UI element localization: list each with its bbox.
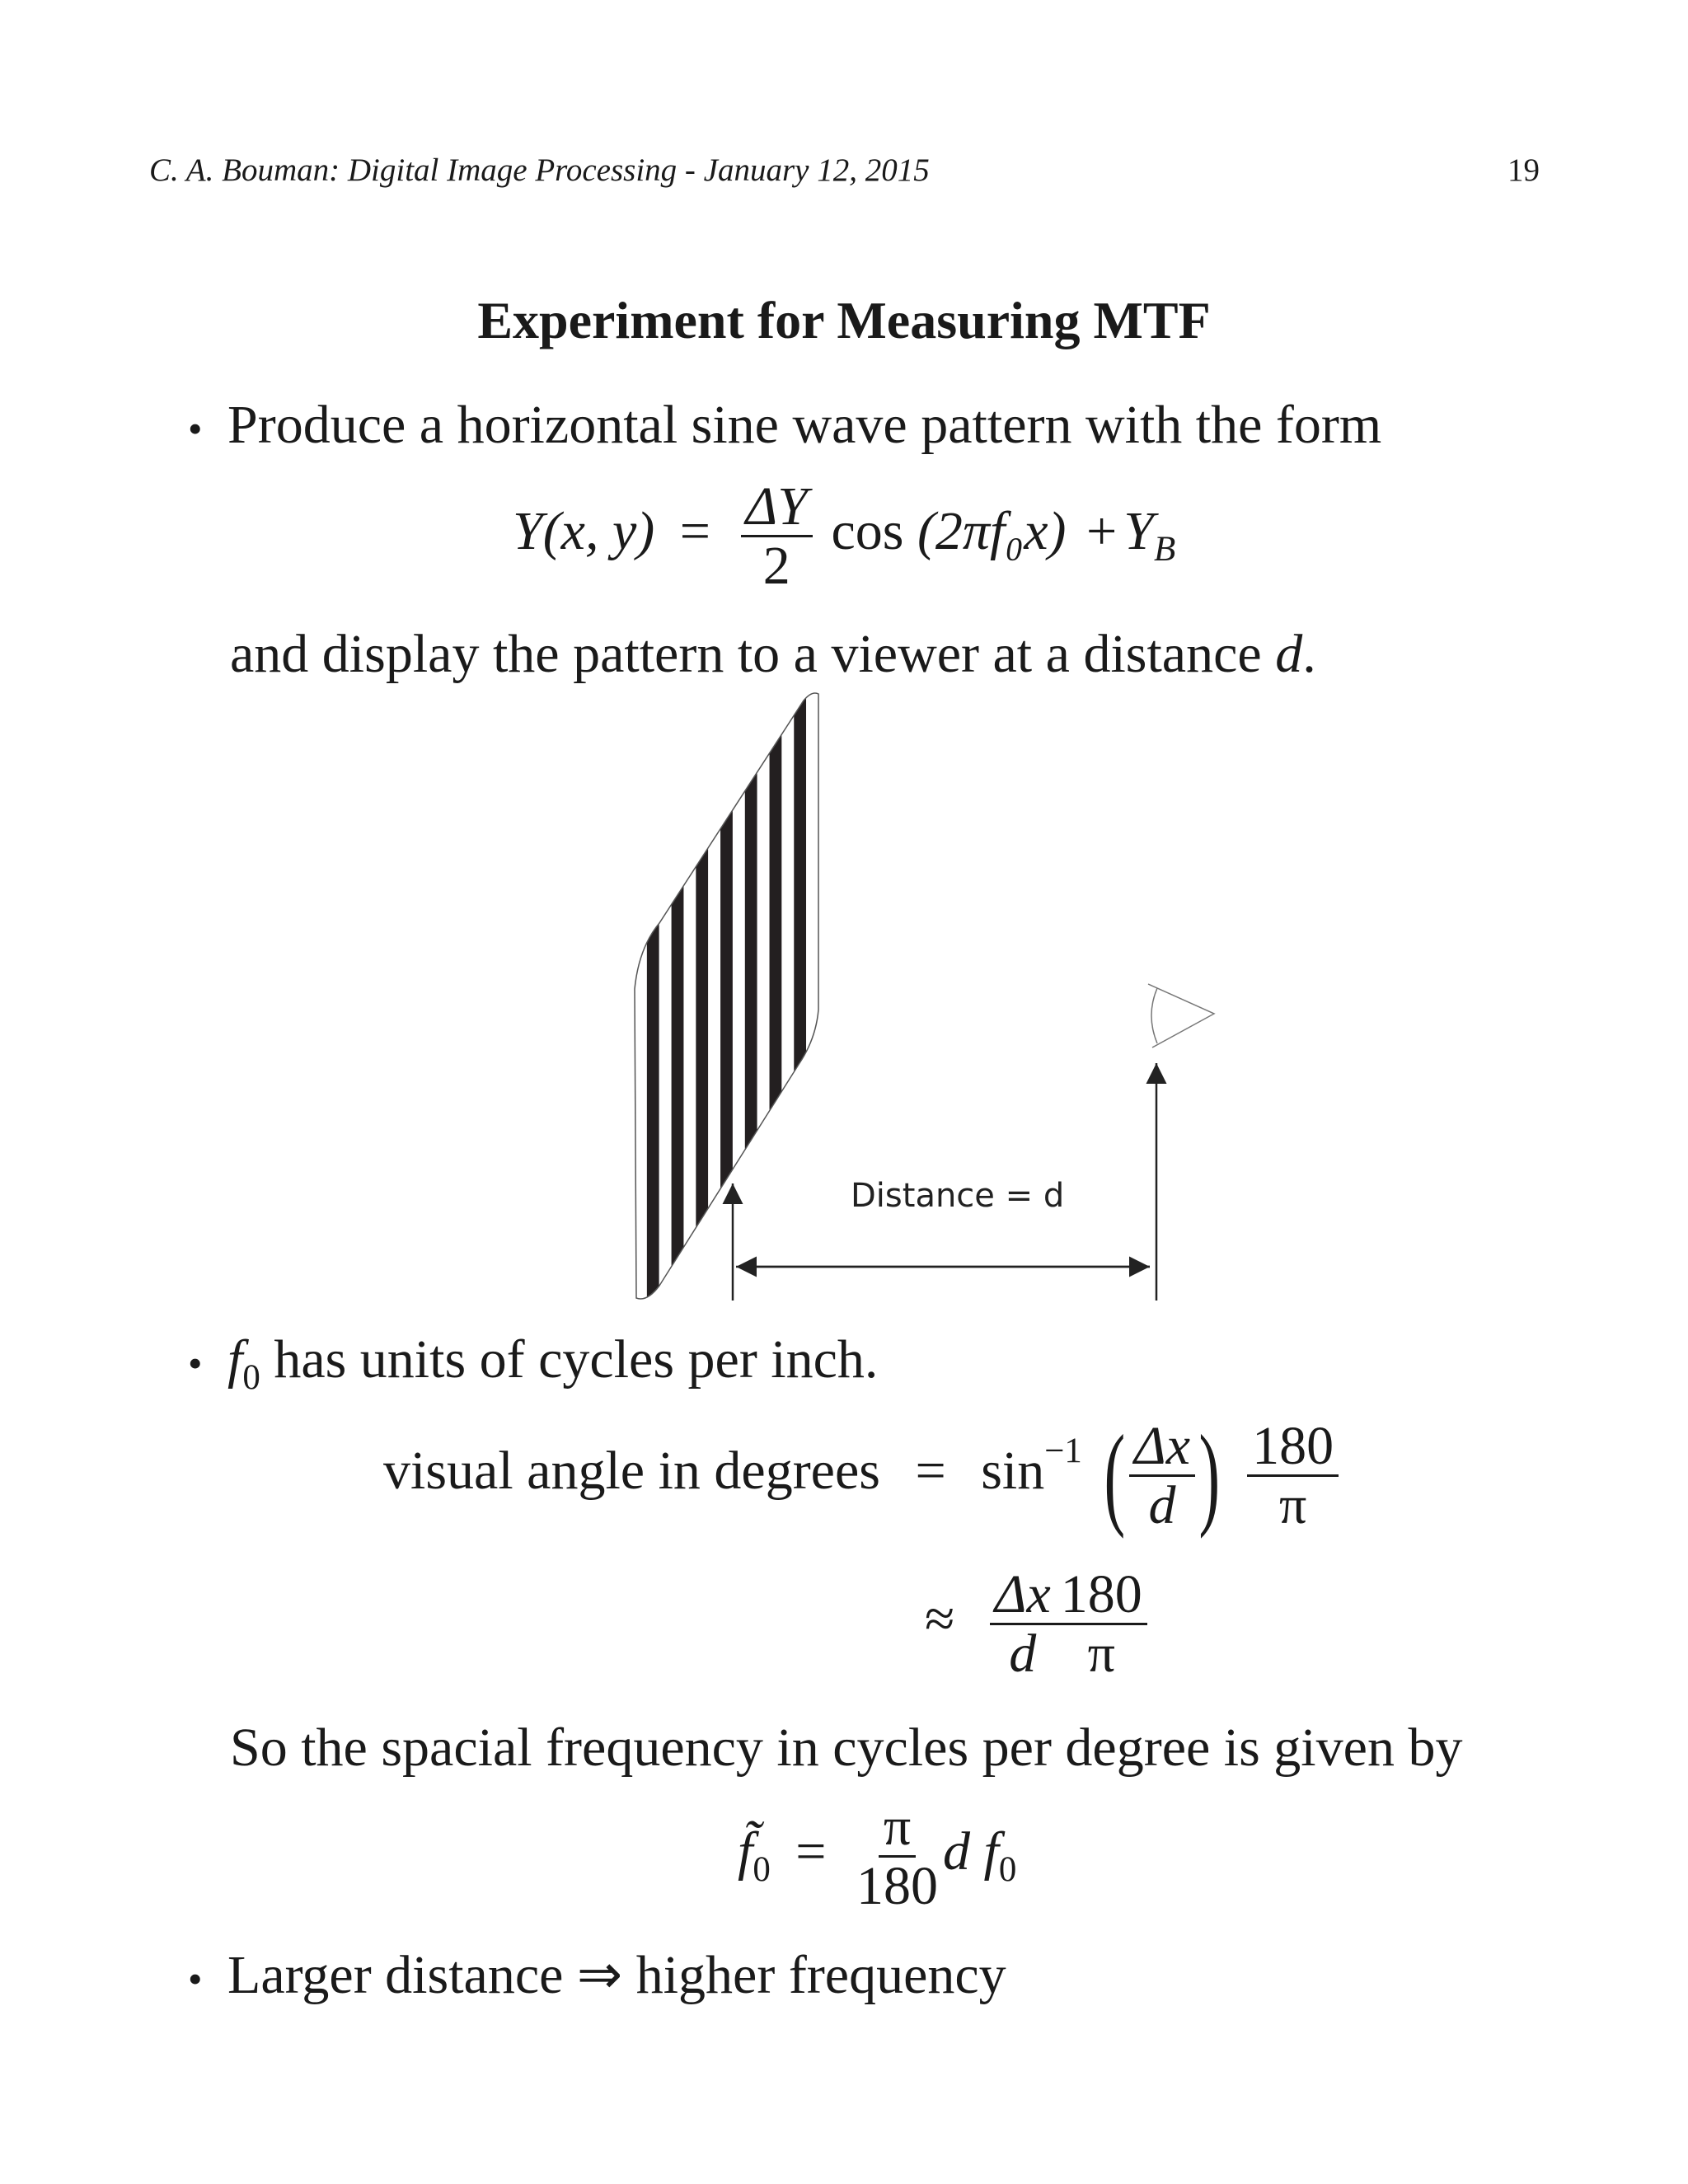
eq1-denominator: 2 bbox=[762, 536, 790, 597]
grating-stripe bbox=[757, 684, 770, 1310]
f0-sub: 0 bbox=[242, 1358, 260, 1398]
eye-icon bbox=[1148, 984, 1214, 1047]
eq2-inner-num: Δx bbox=[1129, 1418, 1195, 1477]
eq3-d: d bbox=[943, 1821, 971, 1882]
eq3-fraction bbox=[851, 1798, 943, 1915]
grating-stripe bbox=[659, 684, 672, 1310]
eq3-num: π bbox=[879, 1798, 916, 1858]
sine-grating-panel bbox=[635, 684, 818, 1310]
grating-stripe bbox=[781, 684, 794, 1310]
eq3-lhs: f̃ bbox=[738, 1821, 753, 1882]
grating-stripe bbox=[733, 684, 745, 1310]
approx-den-1: d bbox=[1009, 1624, 1037, 1685]
bullet-2 bbox=[188, 1329, 878, 1398]
grating-stripe bbox=[696, 684, 708, 1310]
f0-symbol: f bbox=[227, 1329, 243, 1390]
after-eq1-var: d bbox=[1275, 624, 1303, 684]
after-eq1-body: and display the pattern to a viewer at a distance bbox=[230, 624, 1262, 684]
eq1-arg: (2πf₀x) bbox=[917, 500, 1067, 561]
distance-label: Distance = d bbox=[851, 1177, 1065, 1215]
after-eq1-period: . bbox=[1302, 624, 1316, 684]
approx-frac-1 bbox=[990, 1566, 1056, 1683]
approx-num-1: Δx bbox=[990, 1566, 1056, 1625]
bullet-dot: • bbox=[188, 405, 203, 452]
bullet-1-text: Produce a horizontal sine wave pattern with the form bbox=[227, 395, 1382, 455]
grating-stripe bbox=[720, 684, 733, 1310]
eq1-numerator: ΔY bbox=[741, 478, 813, 537]
eq1-lhs: Y(x, y) bbox=[513, 500, 655, 561]
eq3-f: f bbox=[983, 1821, 999, 1882]
grating-stripe bbox=[635, 684, 647, 1310]
approx-num-2: 180 bbox=[1056, 1566, 1147, 1625]
eq2-approx: ≈ bbox=[925, 1588, 955, 1649]
left-paren: ( bbox=[1104, 1411, 1126, 1540]
eq1-cos: cos bbox=[831, 500, 904, 561]
eq3-den: 180 bbox=[856, 1856, 939, 1917]
approx-frac-2 bbox=[1056, 1566, 1147, 1683]
eq2-180: 180 bbox=[1247, 1418, 1339, 1477]
grating-stripe bbox=[745, 684, 757, 1310]
eq1-yb: Y bbox=[1123, 500, 1154, 561]
eq1-plus: + bbox=[1086, 500, 1118, 561]
grating-stripe bbox=[770, 684, 782, 1310]
eq2-equals: = bbox=[915, 1440, 946, 1501]
eq1-equals: = bbox=[679, 500, 710, 561]
equation-visual-angle bbox=[383, 1411, 1343, 1540]
grating-stripe bbox=[794, 684, 806, 1310]
right-paren: ) bbox=[1198, 1411, 1221, 1540]
eq3-lhs-sub: 0 bbox=[753, 1850, 771, 1890]
equation-approx bbox=[925, 1566, 1147, 1683]
eq2-lhs: visual angle in degrees bbox=[383, 1440, 880, 1501]
bullet-dot: • bbox=[188, 1340, 203, 1386]
grating-stripe bbox=[672, 684, 684, 1310]
grating-stripe bbox=[806, 684, 818, 1310]
equation-cycles-per-degree bbox=[738, 1798, 1016, 1915]
eq3-equals: = bbox=[795, 1821, 827, 1882]
page-title: Experiment for Measuring MTF bbox=[477, 291, 1211, 349]
eq3-f-sub: 0 bbox=[998, 1850, 1017, 1890]
so-text: So the spacial frequency in cycles per degree is given by bbox=[230, 1718, 1463, 1778]
bullet-3-text: Larger distance ⇒ higher frequency bbox=[227, 1945, 1006, 2005]
bullet-3 bbox=[188, 1943, 1006, 2007]
approx-den-2: π bbox=[1087, 1624, 1115, 1685]
grating-stripe bbox=[708, 684, 720, 1310]
eq2-inner-den: d bbox=[1148, 1475, 1176, 1536]
eq2-inner-fraction bbox=[1129, 1418, 1195, 1535]
eq1-yb-sub: B bbox=[1154, 530, 1176, 569]
running-header: C. A. Bouman: Digital Image Processing - January 12, 2015 bbox=[149, 152, 930, 188]
grating-stripe bbox=[647, 684, 659, 1310]
eq2-pi: π bbox=[1278, 1475, 1307, 1536]
eq2-sin-sup: −1 bbox=[1044, 1431, 1082, 1470]
bullet-2-text: has units of cycles per inch. bbox=[274, 1329, 879, 1390]
bullet-dot: • bbox=[188, 1956, 203, 2002]
eq2-sin: sin bbox=[981, 1440, 1045, 1501]
grating-stripe bbox=[683, 684, 696, 1310]
eq2-180-pi bbox=[1247, 1418, 1339, 1535]
page-number: 19 bbox=[1507, 152, 1540, 188]
